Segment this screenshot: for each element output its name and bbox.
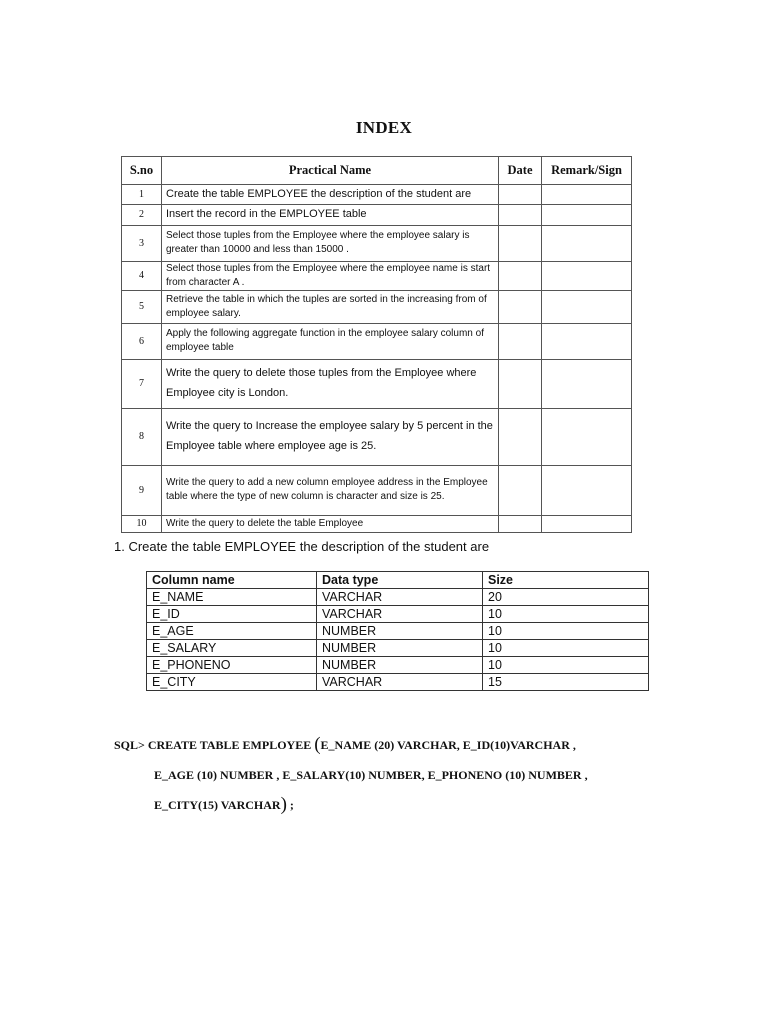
sno-cell: 4	[122, 261, 162, 290]
table-row	[122, 323, 632, 359]
data-type-cell: NUMBER	[317, 657, 483, 674]
table-row	[147, 640, 649, 657]
sno-cell: 5	[122, 290, 162, 323]
remark-cell	[542, 225, 632, 261]
date-cell	[499, 261, 542, 290]
sql-prefix: SQL> CREATE TABLE EMPLOYEE	[114, 738, 315, 752]
practical-name-cell: Select those tuples from the Employee where the employee name is start from character A .	[162, 261, 499, 290]
size-cell: 10	[483, 657, 649, 674]
header-size: Size	[483, 572, 649, 589]
practical-name-cell: Create the table EMPLOYEE the description of the student are	[162, 185, 499, 205]
sql-line-3	[114, 790, 674, 820]
remark-cell	[542, 261, 632, 290]
remark-cell	[542, 408, 632, 465]
data-type-cell: NUMBER	[317, 623, 483, 640]
table-row	[147, 623, 649, 640]
sql-line-3-column: E_CITY(15) VARCHAR	[154, 798, 281, 812]
size-cell: 10	[483, 623, 649, 640]
sno-cell: 9	[122, 465, 162, 515]
date-cell	[499, 359, 542, 408]
header-sno: S.no	[122, 157, 162, 185]
table-row	[147, 589, 649, 606]
header-practical-name: Practical Name	[162, 157, 499, 185]
sql-statement	[114, 730, 674, 820]
employee-description-table	[146, 571, 649, 691]
data-type-cell: NUMBER	[317, 640, 483, 657]
date-cell	[499, 205, 542, 225]
date-cell	[499, 185, 542, 205]
practical-name-cell: Select those tuples from the Employee where the employee salary is greater than 10000 and less than 15000 .	[162, 225, 499, 261]
table-row	[122, 290, 632, 323]
sql-line-1-columns: E_NAME (20) VARCHAR, E_ID(10)VARCHAR ,	[320, 738, 576, 752]
table-row	[122, 185, 632, 205]
column-name-cell: E_NAME	[147, 589, 317, 606]
size-cell: 20	[483, 589, 649, 606]
column-name-cell: E_CITY	[147, 674, 317, 691]
section-heading: 1. Create the table EMPLOYEE the description of the student are	[114, 539, 490, 554]
table-row	[147, 657, 649, 674]
sql-terminator: ;	[286, 798, 294, 812]
header-date: Date	[499, 157, 542, 185]
header-remark-sign: Remark/Sign	[542, 157, 632, 185]
table-row	[122, 359, 632, 408]
index-header-row	[122, 157, 632, 185]
practical-name-cell: Insert the record in the EMPLOYEE table	[162, 205, 499, 225]
sql-line-1	[114, 730, 674, 760]
remark-cell	[542, 290, 632, 323]
remark-cell	[542, 185, 632, 205]
column-name-cell: E_AGE	[147, 623, 317, 640]
data-type-cell: VARCHAR	[317, 674, 483, 691]
sno-cell: 7	[122, 359, 162, 408]
sno-cell: 8	[122, 408, 162, 465]
table-row	[147, 674, 649, 691]
table-row	[122, 408, 632, 465]
table-row	[122, 225, 632, 261]
remark-cell	[542, 465, 632, 515]
date-cell	[499, 408, 542, 465]
sql-line-2: E_AGE (10) NUMBER , E_SALARY(10) NUMBER, E_PHONENO (10) NUMBER ,	[154, 768, 588, 782]
column-name-cell: E_ID	[147, 606, 317, 623]
size-cell: 10	[483, 606, 649, 623]
practical-name-cell: Retrieve the table in which the tuples are sorted in the increasing from of employee salary.	[162, 290, 499, 323]
sno-cell: 6	[122, 323, 162, 359]
date-cell	[499, 515, 542, 532]
data-type-cell: VARCHAR	[317, 589, 483, 606]
date-cell	[499, 323, 542, 359]
date-cell	[499, 465, 542, 515]
remark-cell	[542, 323, 632, 359]
size-cell: 15	[483, 674, 649, 691]
header-data-type: Data type	[317, 572, 483, 589]
table-row	[122, 205, 632, 225]
table-row	[147, 606, 649, 623]
sno-cell: 10	[122, 515, 162, 532]
sno-cell: 1	[122, 185, 162, 205]
table-row	[122, 515, 632, 532]
index-table	[121, 156, 632, 533]
practical-name-cell: Write the query to delete those tuples from the Employee where Employee city is London.	[162, 359, 499, 408]
size-cell: 10	[483, 640, 649, 657]
remark-cell	[542, 359, 632, 408]
data-type-cell: VARCHAR	[317, 606, 483, 623]
sno-cell: 3	[122, 225, 162, 261]
page-title: INDEX	[355, 118, 413, 137]
practical-name-cell: Write the query to Increase the employee salary by 5 percent in the Employee table where employee age is 25.	[162, 408, 499, 465]
practical-name-cell: Write the query to delete the table Employee	[162, 515, 499, 532]
header-column-name: Column name	[147, 572, 317, 589]
practical-name-cell: Write the query to add a new column employee address in the Employee table where the type of new column is character and size is 25.	[162, 465, 499, 515]
column-name-cell: E_SALARY	[147, 640, 317, 657]
column-name-cell: E_PHONENO	[147, 657, 317, 674]
sql-close-paren: )	[280, 794, 287, 815]
date-cell	[499, 225, 542, 261]
table-row	[122, 261, 632, 290]
remark-cell	[542, 515, 632, 532]
table-row	[122, 465, 632, 515]
sno-cell: 2	[122, 205, 162, 225]
date-cell	[499, 290, 542, 323]
sql-open-paren: (	[314, 734, 321, 755]
description-header-row	[147, 572, 649, 589]
practical-name-cell: Apply the following aggregate function in the employee salary column of employee table	[162, 323, 499, 359]
remark-cell	[542, 205, 632, 225]
